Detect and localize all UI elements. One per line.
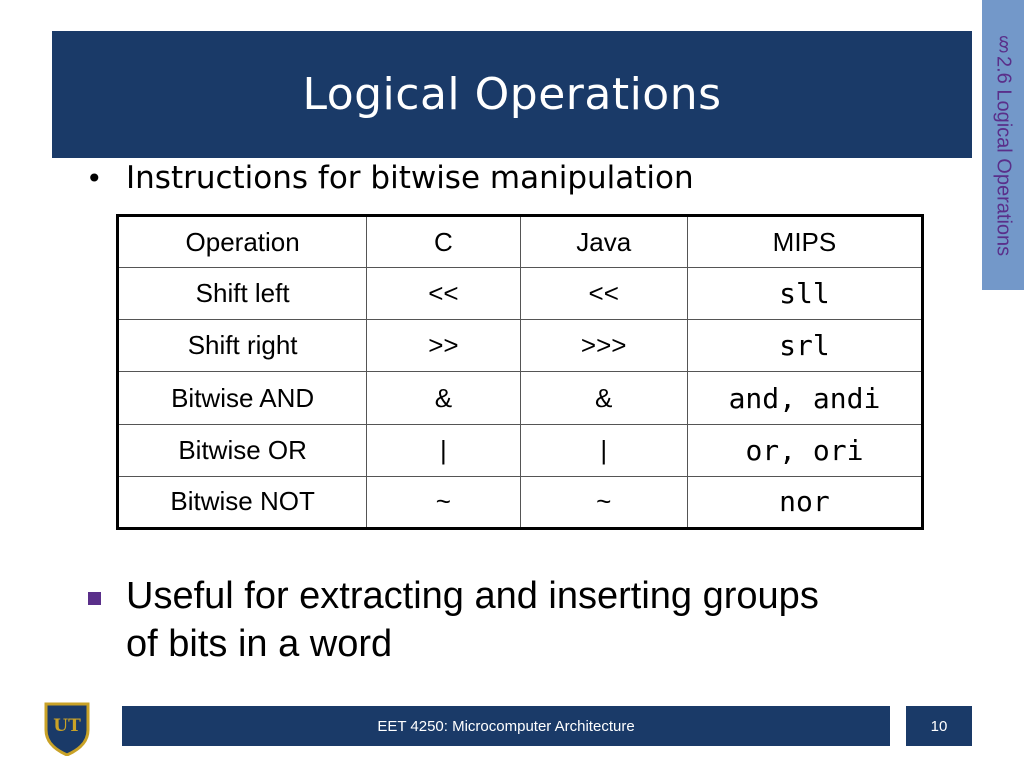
table-row <box>118 372 923 424</box>
table-cell: ~ <box>367 476 520 528</box>
page-number: 10 <box>930 717 948 735</box>
section-tab-label: §2.6 Logical Operations <box>992 33 1015 257</box>
table-cell: and, andi <box>687 372 922 424</box>
table-cell: Bitwise NOT <box>118 476 367 528</box>
section-tab <box>982 0 1024 290</box>
bullet-useful-text: Useful for extracting and inserting groups of bits in a word <box>126 575 819 665</box>
header-cell: C <box>367 216 520 268</box>
footer-bar <box>122 706 890 746</box>
logo-text: UT <box>53 716 81 736</box>
table-row <box>118 320 923 372</box>
table-cell: sll <box>687 268 922 320</box>
table-cell: << <box>520 268 687 320</box>
slide-title: Logical Operations <box>302 69 722 120</box>
table-cell: nor <box>687 476 922 528</box>
bullet-useful <box>88 572 848 668</box>
header-cell: MIPS <box>687 216 922 268</box>
header-cell: Java <box>520 216 687 268</box>
page-number-box <box>906 706 972 746</box>
table-cell: | <box>520 424 687 476</box>
table-row <box>118 424 923 476</box>
bullet-intro-text: Instructions for bitwise manipulation <box>126 160 694 196</box>
table-cell: & <box>520 372 687 424</box>
title-bar <box>52 31 972 158</box>
square-bullet-icon <box>88 592 101 605</box>
table-cell: << <box>367 268 520 320</box>
table-cell: Bitwise AND <box>118 372 367 424</box>
table-row <box>118 476 923 528</box>
table-cell: Shift left <box>118 268 367 320</box>
table-cell: Bitwise OR <box>118 424 367 476</box>
table-cell: or, ori <box>687 424 922 476</box>
logical-operations-table <box>116 214 924 530</box>
ut-shield-logo <box>42 700 92 756</box>
footer-course: EET 4250: Microcomputer Architecture <box>377 717 635 735</box>
table-cell: >>> <box>520 320 687 372</box>
table-cell: | <box>367 424 520 476</box>
table-cell: >> <box>367 320 520 372</box>
table-row <box>118 268 923 320</box>
table-cell: srl <box>687 320 922 372</box>
header-cell: Operation <box>118 216 367 268</box>
table-cell: & <box>367 372 520 424</box>
table-cell: ~ <box>520 476 687 528</box>
table-header-row <box>118 216 923 268</box>
bullet-dot-icon: • <box>86 161 103 195</box>
bullet-intro <box>86 160 694 196</box>
table-cell: Shift right <box>118 320 367 372</box>
